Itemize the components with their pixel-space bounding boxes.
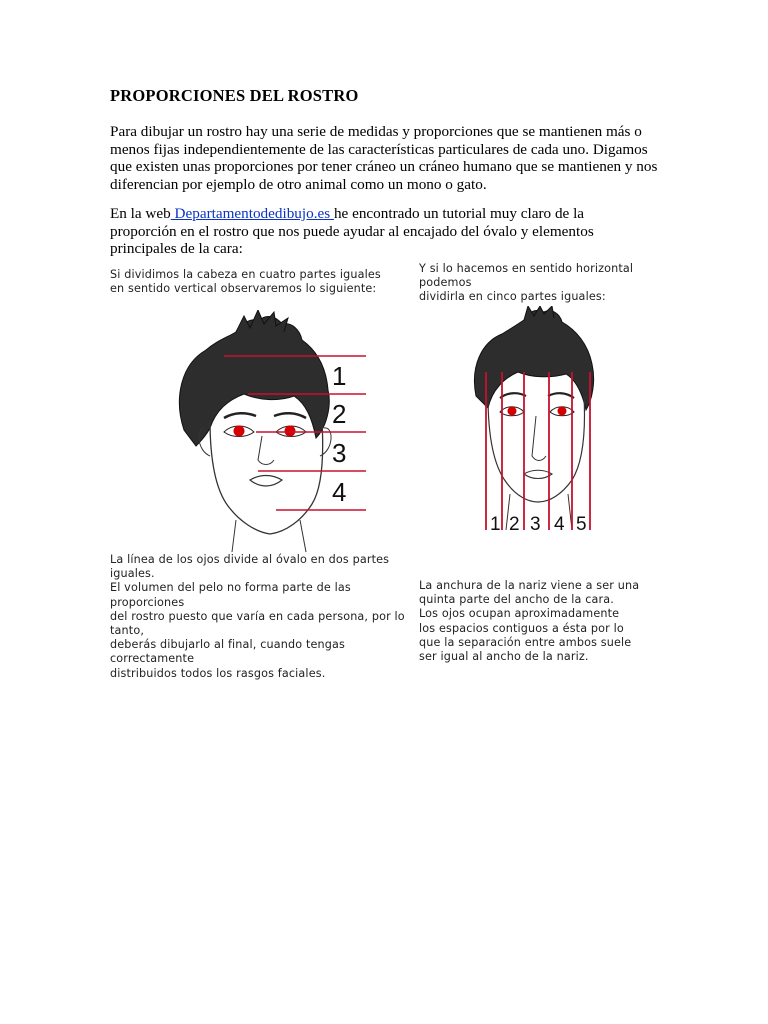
division-label-3: 3	[332, 438, 347, 468]
division-label-3: 3	[530, 514, 541, 535]
face-vertical-division-illustration	[166, 310, 378, 552]
division-label-4: 4	[554, 514, 565, 535]
division-label-1: 1	[490, 514, 501, 535]
division-label-2: 2	[332, 399, 347, 429]
note-line: proporciones	[110, 595, 185, 609]
face-horizontal-division-illustration	[466, 306, 606, 540]
left-figure-caption	[110, 268, 400, 296]
note-line: del rostro puesto que varía en cada persona, por lo	[110, 609, 405, 623]
source-suffix: he encontrado un tutorial muy claro de la proporción en el rostro que nos puede ayudar al encajado del óvalo y elementos principales de la cara:	[110, 205, 594, 258]
intro-paragraph: Para dibujar un rostro hay una serie de medidas y proporciones que se mantienen más o menos fijas independientemente de las características particulares de cada uno. Digamos que existen unas proporciones por tener cráneo un cráneo humano que se mantienen y nos diferencian por ejemplo de otro animal como un mono o gato.	[110, 123, 658, 193]
source-link[interactable]: Departamentodedibujo.es	[170, 205, 334, 222]
face-drawing-horizontal	[466, 306, 606, 540]
note-line: ser igual al ancho de la nariz.	[419, 650, 589, 664]
caption-line: Si dividimos la cabeza en cuatro partes iguales	[110, 268, 381, 281]
division-label-5: 5	[576, 514, 587, 535]
left-figure-notes	[110, 553, 410, 681]
note-line: La anchura de la nariz viene a ser una	[419, 579, 640, 592]
note-line: El volumen del pelo no forma parte de las	[110, 581, 351, 595]
note-line: deberás dibujarlo al final, cuando tengas	[110, 638, 346, 652]
division-label-2: 2	[509, 514, 520, 535]
right-figure-caption	[419, 262, 659, 305]
note-line: tanto,	[110, 624, 145, 638]
note-line: iguales.	[110, 567, 155, 581]
note-line: correctamente	[110, 652, 195, 666]
note-line: Los ojos ocupan aproximadamente	[419, 607, 620, 621]
document-title: PROPORCIONES DEL ROSTRO	[110, 86, 359, 105]
right-figure-notes	[419, 579, 669, 664]
source-prefix: En la web	[110, 205, 171, 222]
caption-line: Y si lo hacemos en sentido horizontal	[419, 262, 634, 275]
caption-line: dividirla en cinco partes iguales:	[419, 290, 606, 304]
face-drawing-vertical	[166, 310, 378, 552]
division-label-1: 1	[332, 361, 347, 391]
note-line: que la separación entre ambos suele	[419, 635, 632, 649]
caption-line: podemos	[419, 276, 472, 290]
note-line: quinta parte del ancho de la cara.	[419, 593, 614, 607]
note-line: distribuidos todos los rasgos faciales.	[110, 666, 326, 680]
caption-line: en sentido vertical observaremos lo siguiente:	[110, 282, 377, 296]
note-line: La línea de los ojos divide al óvalo en dos partes	[110, 553, 390, 566]
note-line: los espacios contiguos a ésta por lo	[419, 621, 624, 635]
division-label-4: 4	[332, 477, 347, 507]
source-paragraph	[110, 205, 610, 258]
